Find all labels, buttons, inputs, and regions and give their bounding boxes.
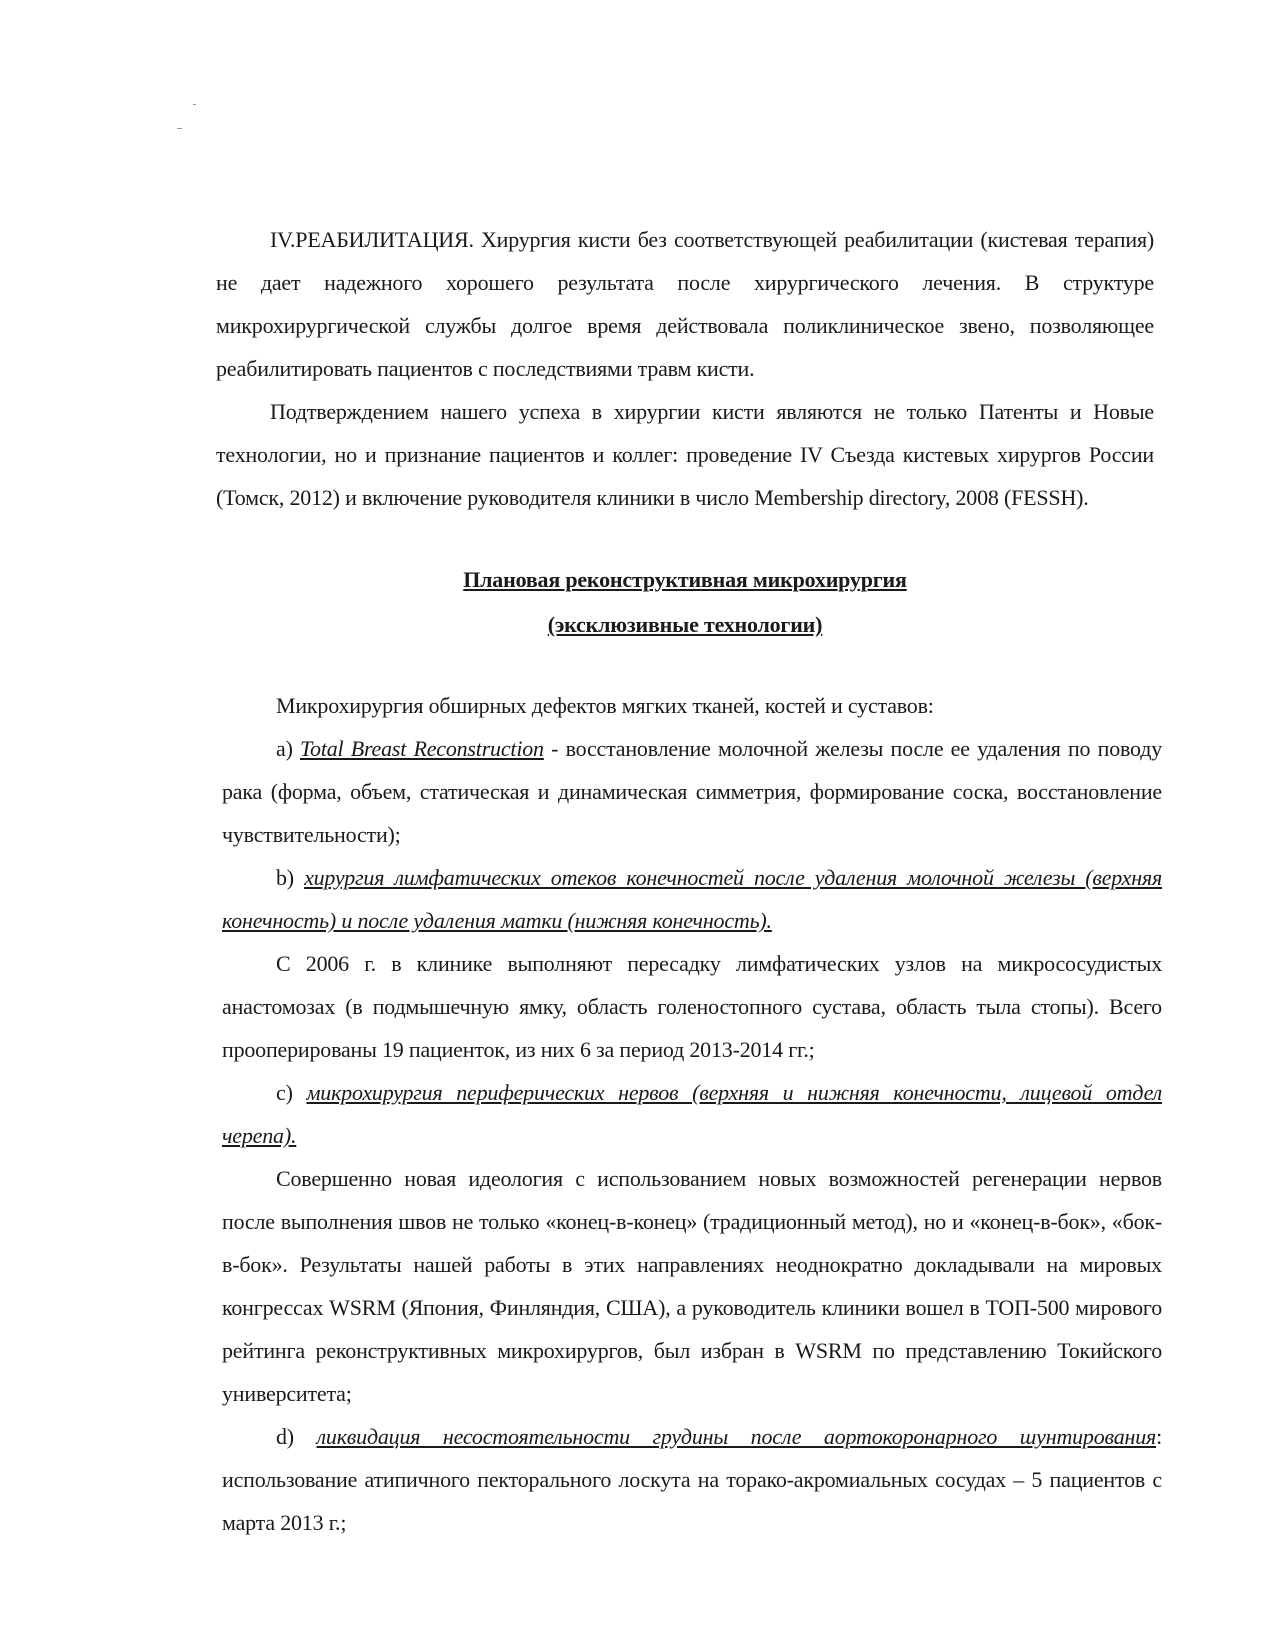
item-b-detail: С 2006 г. в клинике выполняют пересадку лимфатических узлов на микрососудистых анастомозах (в подмышечную ямку, область голеностопного сустава, область тыла стопы). Всего прооперированы 19 пациенток, из них 6 за период 2013-2014 гг.; bbox=[222, 951, 1162, 1062]
item-c-title: микрохирургия периферических нервов (верхняя и нижняя конечности, лицевой отдел черепа). bbox=[222, 1080, 1162, 1148]
item-b bbox=[222, 856, 1162, 942]
section-heading: Плановая реконструктивная микрохирургия bbox=[463, 567, 907, 592]
item-a-text: - восстановление молочной железы после ее удаления по поводу рака (форма, объем, статическая и динамическая симметрия, формирование соска, восстановление чувствительности); bbox=[222, 736, 1163, 847]
item-a-prefix: a) bbox=[276, 736, 300, 761]
item-a bbox=[222, 727, 1162, 856]
intro-paragraph: Микрохирургия обширных дефектов мягких тканей, костей и суставов: bbox=[276, 693, 934, 718]
item-b-title: хирургия лимфатических отеков конечностей после удаления молочной железы (верхняя конечность) и после удаления матки (нижняя конечность). bbox=[222, 865, 1163, 933]
scan-speck bbox=[193, 104, 196, 105]
item-c-detail: Совершенно новая идеология с использованием новых возможностей регенерации нервов после выполнения швов не только «конец-в-конец» (традиционный метод), но и «конец-в-бок», «бок-в-бок». Результаты нашей работы в этих направлениях неоднократно докладывали на мировых конгрессах WSRM (Япония, Финляндия, США), а руководитель клиники вошел в ТОП-500 мирового рейтинга реконструктивных микрохирургов, был избран в WSRM по представлению Токийского университета; bbox=[222, 1166, 1162, 1406]
item-d-prefix: d) bbox=[276, 1424, 317, 1449]
item-d bbox=[222, 1415, 1162, 1544]
section-subheading: (эксклюзивные технологии) bbox=[547, 612, 823, 637]
scan-speck bbox=[177, 128, 182, 129]
technologies-list bbox=[222, 684, 1162, 1544]
item-b-prefix: b) bbox=[276, 865, 305, 890]
item-c-prefix: c) bbox=[276, 1080, 307, 1105]
success-paragraph: Подтверждением нашего успеха в хирургии кисти являются не только Патенты и Новые технологии, но и признание пациентов и коллег: проведение IV Съезда кистевых хирургов России (Томск, 2012) и включение руководителя клиники в число Membership directory, 2008 (FESSH). bbox=[216, 399, 1154, 510]
rehabilitation-paragraph: IV.РЕАБИЛИТАЦИЯ. Хирургия кисти без соответствующей реабилитации (кистевая терапия) не дает надежного хорошего результата после хирургического лечения. В структуре микрохирургической службы долгое время действовала поликлиническое звено, позволяющее реабилитировать пациентов с последствиями травм кисти. bbox=[216, 227, 1154, 381]
item-d-title: ликвидация несостоятельности грудины после аортокоронарного шунтирования bbox=[316, 1424, 1157, 1449]
document-page bbox=[216, 218, 1163, 1544]
item-c bbox=[222, 1071, 1162, 1157]
item-d-text: : использование атипичного пекторального лоскута на торако-акромиальных сосудах – 5 пациентов с марта 2013 г.; bbox=[222, 1424, 1162, 1535]
item-a-title: Total Breast Reconstruction bbox=[300, 736, 544, 761]
